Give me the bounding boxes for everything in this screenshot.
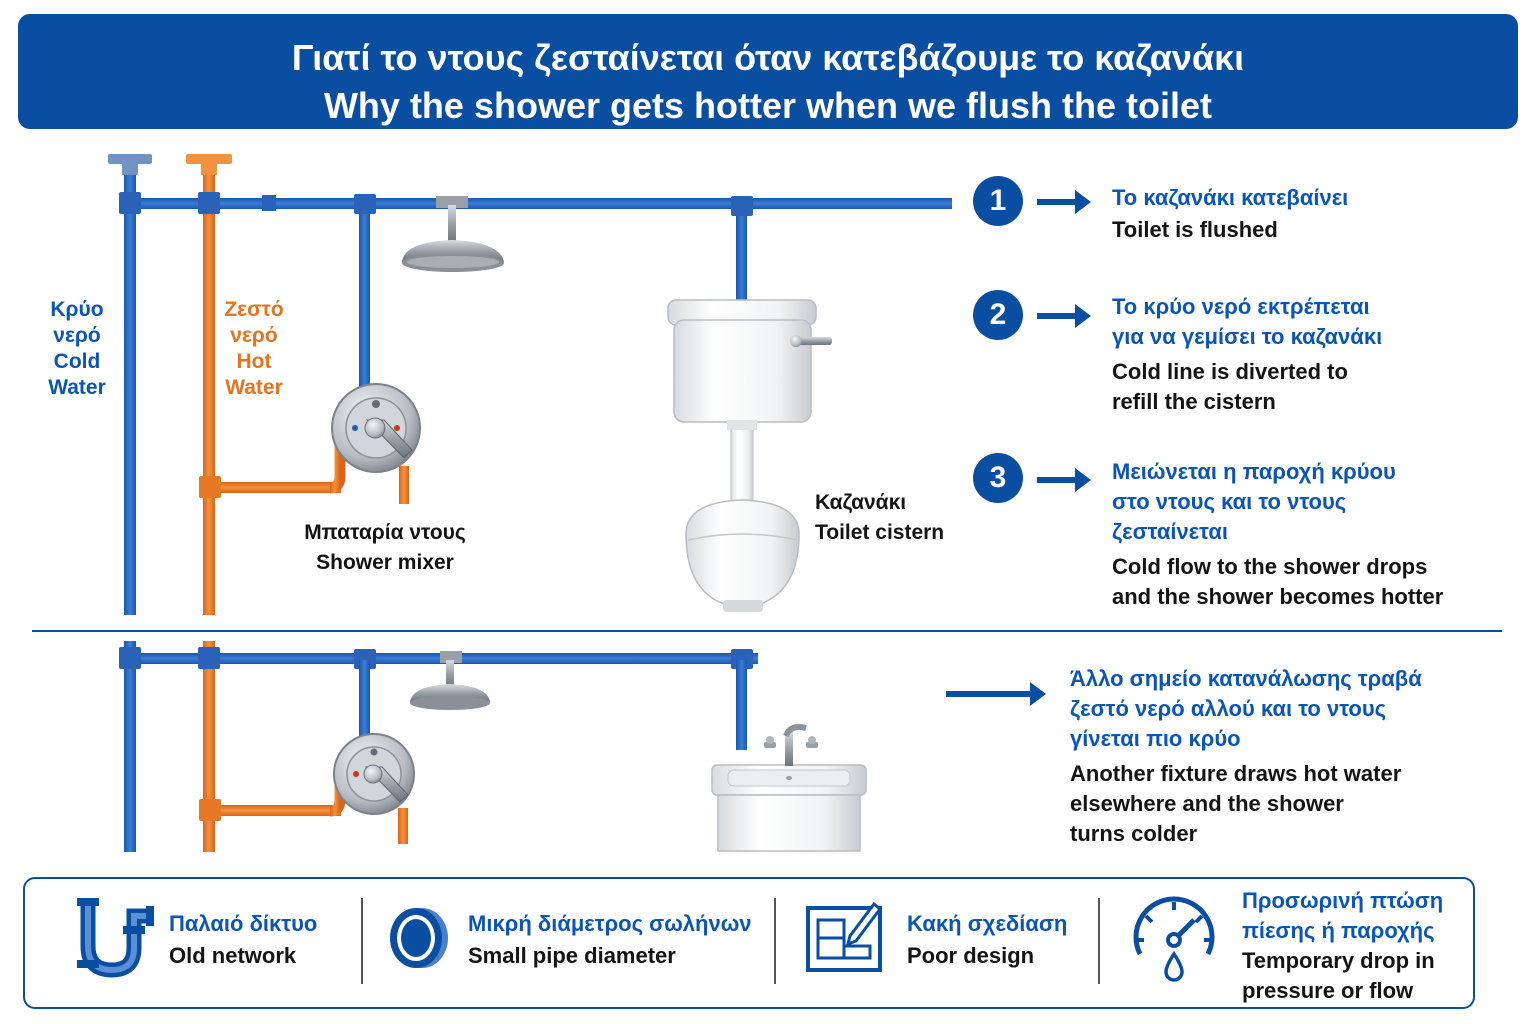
cold-water-riser <box>124 172 136 615</box>
cause-small-pipe-diameter: Μικρή διάμετρος σωλήνων Small pipe diameter <box>468 911 752 968</box>
title-english: Why the shower gets hotter when we flush the toilet <box>323 85 1213 126</box>
alt-case-arrow <box>946 691 1032 697</box>
step-2-text: Το κρύο νερό εκτρέπεται για να γεμίσει το καζανάκι Cold line is diverted to refill the cistern <box>1112 294 1383 414</box>
cause-old-network: Παλαιό δίκτυο Old network <box>169 911 318 968</box>
cold-water-label: Κρύο νερό Cold Water <box>48 298 106 399</box>
blueprint-icon <box>804 896 884 976</box>
step-3-badge: 3 <box>973 453 1023 503</box>
hot-water-label: Ζεστό νερό Hot Water <box>224 298 284 399</box>
section-divider <box>32 630 1502 632</box>
cause-separator <box>774 898 776 984</box>
pipe-section-icon <box>386 904 452 972</box>
mixer-outlet <box>399 466 409 504</box>
toilet-cistern <box>668 300 832 612</box>
wash-basin <box>712 727 866 851</box>
step-2-arrow <box>1037 313 1077 319</box>
step-1-arrow <box>1037 199 1077 205</box>
title-greek: Γιατί το ντους ζεσταίνεται όταν κατεβάζουμε το καζανάκι <box>291 37 1245 78</box>
cause-poor-design: Κακή σχεδίαση Poor design <box>907 911 1068 968</box>
cold-branch-to-mixer <box>359 204 370 404</box>
cause-separator <box>1098 898 1100 984</box>
alt-case-text: Άλλο σημείο κατανάλωσης τραβά ζεστό νερό αλλού και το ντους γίνεται πιο κρύο Another fixture draws hot water elsewhere and the shower turns colder <box>1070 666 1422 846</box>
step-3-text: Μειώνεται η παροχή κρύου στο ντους και το ντους ζεσταίνεται Cold flow to the shower drops and the shower becomes hotter <box>1112 459 1444 609</box>
cold-water-riser-lower <box>124 641 136 852</box>
hot-water-riser <box>203 172 215 615</box>
hot-riser-cap <box>186 154 232 164</box>
step-3-arrow <box>1037 477 1077 483</box>
pressure-gauge-icon <box>1128 892 1220 984</box>
cause-temporary-pressure-drop: Προσωρινή πτώση πίεσης ή παροχής Temporary drop in pressure or flow <box>1242 888 1444 1003</box>
step-1-text: Το καζανάκι κατεβαίνει Toilet is flushed <box>1112 185 1349 242</box>
step-1-badge: 1 <box>973 176 1023 226</box>
cause-separator <box>361 898 363 984</box>
shower-mixer-label: Μπαταρία ντους Shower mixer <box>304 521 466 574</box>
cold-riser-cap <box>108 154 152 164</box>
cold-supply-line <box>124 198 952 209</box>
pipe-trap-icon <box>70 896 156 980</box>
cold-branch-to-cistern <box>736 204 747 302</box>
hot-branch-to-mixer <box>213 482 341 493</box>
step-2-badge: 2 <box>973 290 1023 340</box>
toilet-cistern-label: Καζανάκι Toilet cistern <box>815 491 945 544</box>
